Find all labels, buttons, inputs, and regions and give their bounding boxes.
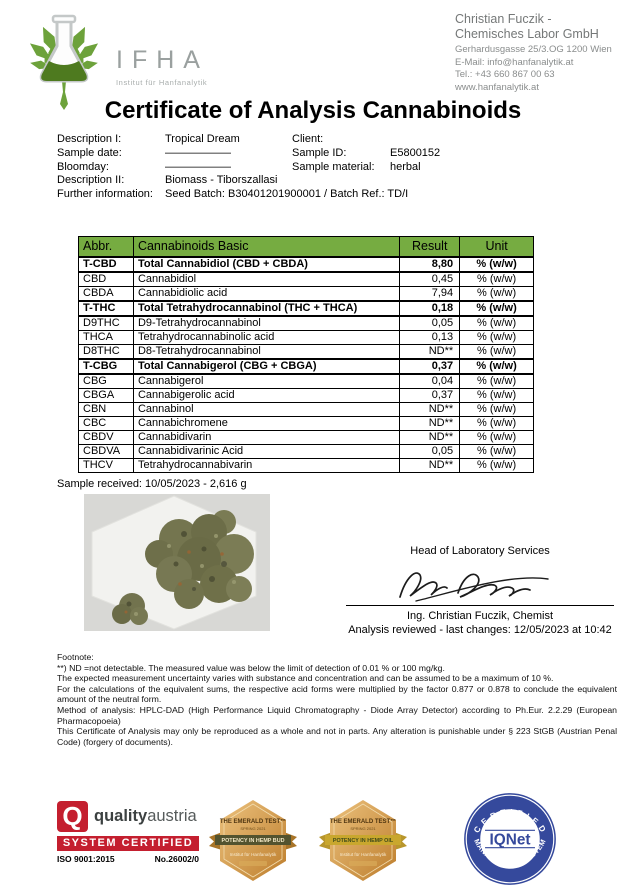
cell-abbr: CBDVA xyxy=(79,444,134,458)
contact-phone: Tel.: +43 660 867 00 63 xyxy=(455,69,555,80)
header-abbr: Abbr. xyxy=(79,237,134,257)
table-row xyxy=(79,444,534,458)
footnote-line: **) ND =not detectable. The measured value was below the limit of detection of 0.01 % or 100 mg/kg. xyxy=(57,662,445,673)
cell-abbr: CBDA xyxy=(79,286,134,301)
cell-name: Cannabidivarinic Acid xyxy=(133,444,399,458)
table-row xyxy=(79,388,534,402)
emerald-oil-title: THE EMERALD TEST™ xyxy=(329,819,397,825)
cell-unit: % (w/w) xyxy=(460,272,534,287)
table-row xyxy=(79,316,534,331)
cell-name: Cannabinol xyxy=(133,402,399,416)
cannabinoid-table-body xyxy=(79,257,534,473)
footnote-line: Footnote: xyxy=(57,652,94,662)
sample-date-value: —————— xyxy=(165,146,231,159)
cell-abbr: CBN xyxy=(79,402,134,416)
cell-result: 0,37 xyxy=(400,359,460,374)
cell-result: 8,80 xyxy=(400,257,460,272)
cell-name: Total Tetrahydrocannabinol (THC + THCA) xyxy=(133,301,399,316)
emerald-oil-banner: POTENCY IN HEMP OIL xyxy=(332,838,394,844)
signature-block xyxy=(340,545,620,637)
cell-result: ND** xyxy=(400,402,460,416)
table-row xyxy=(79,330,534,344)
cell-name: Cannabigerol xyxy=(133,374,399,389)
cell-name: Total Cannabidiol (CBD + CBDA) xyxy=(133,257,399,272)
cell-result: 7,94 xyxy=(400,286,460,301)
further-info-label: Further information: xyxy=(57,188,153,201)
qa-brand-bold: quality xyxy=(94,807,148,825)
header-result: Result xyxy=(400,237,460,257)
cell-abbr: THCV xyxy=(79,458,134,472)
cell-unit: % (w/w) xyxy=(460,301,534,316)
cell-abbr: T-CBD xyxy=(79,257,134,272)
footnote-line: Method of analysis: HPLC-DAD (High Performance Liquid Chromatography - Diode Array Detector) according to Ph.Eur. 2.2.29 (European Pharmacopoeia) xyxy=(57,704,617,726)
cell-name: Total Cannabigerol (CBG + CBGA) xyxy=(133,359,399,374)
cell-name: D9-Tetrahydrocannabinol xyxy=(133,316,399,331)
cell-result: 0,05 xyxy=(400,444,460,458)
emerald-bud-title: THE EMERALD TEST™ xyxy=(219,819,287,825)
lab-contact-block xyxy=(455,12,612,94)
cell-unit: % (w/w) xyxy=(460,416,534,430)
bloomday-label: Bloomday: xyxy=(57,160,109,173)
contact-company-line2: Chemisches Labor GmbH xyxy=(455,27,599,41)
cell-abbr: CBG xyxy=(79,374,134,389)
table-row xyxy=(79,301,534,316)
header-name: Cannabinoids Basic xyxy=(133,237,399,257)
emerald-bud-banner: POTENCY IN HEMP BUD xyxy=(221,838,285,844)
cell-name: Cannabidiolic acid xyxy=(133,286,399,301)
contact-company-line1: Christian Fuczik - xyxy=(455,12,552,26)
table-row xyxy=(79,272,534,287)
qa-cert-number: No.26002/0 xyxy=(154,854,199,864)
signatory-name: Ing. Christian Fuczik, Chemist xyxy=(406,610,554,622)
cell-abbr: T-THC xyxy=(79,301,134,316)
cell-abbr: CBGA xyxy=(79,388,134,402)
footnote-line: This Certificate of Analysis may only be reproduced as a whole and not in parts. Any alteration is punishable under § 223 StGB (Austrian Penal Code) (forgery of documents). xyxy=(57,726,617,747)
cell-result: ND** xyxy=(400,416,460,430)
sample-material-label: Sample material: xyxy=(292,160,375,173)
cell-result: 0,05 xyxy=(400,316,460,331)
cell-unit: % (w/w) xyxy=(460,388,534,402)
description2-label: Description II: xyxy=(57,174,125,187)
emerald-test-bud-badge xyxy=(203,797,303,885)
table-row xyxy=(79,402,534,416)
table-row xyxy=(79,458,534,472)
contact-email: E-Mail: info@hanfanalytik.at xyxy=(455,56,574,68)
footnote-line: For the calculations of the equivalent sums, the respective acid forms were multiplied by the factor 0.877 or 0.878 to conclude the equivalent amount of the neutral form. xyxy=(57,683,617,705)
table-row xyxy=(79,359,534,374)
qa-brand-light: austria xyxy=(147,807,197,825)
sample-received-line: Sample received: 10/05/2023 - 2,616 g xyxy=(57,478,247,490)
header-unit: Unit xyxy=(460,237,534,257)
iqnet-bottom-text: MANAGEMENT SYSTEM xyxy=(472,837,548,868)
cell-unit: % (w/w) xyxy=(460,257,534,272)
table-row xyxy=(79,430,534,444)
cell-unit: % (w/w) xyxy=(460,344,534,359)
cell-result: 0,45 xyxy=(400,272,460,287)
signature-heading: Head of Laboratory Services xyxy=(410,545,550,557)
contact-address: Gerhardusgasse 25/3.OG 1200 Wien xyxy=(455,44,612,55)
logo-subtitle: Institut für Hanfanalytik xyxy=(116,78,208,87)
flask-icon xyxy=(41,16,87,81)
sample-info xyxy=(57,133,602,202)
signature-icon xyxy=(390,559,570,605)
cell-name: Cannabidivarin xyxy=(133,430,399,444)
contact-website: www.hanfanalytik.at xyxy=(455,81,539,93)
cell-abbr: CBC xyxy=(79,416,134,430)
table-row xyxy=(79,286,534,301)
bloomday-value: —————— xyxy=(165,160,231,173)
cell-abbr: THCA xyxy=(79,330,134,344)
cell-unit: % (w/w) xyxy=(460,458,534,472)
further-info-value: Seed Batch: B30401201900001 / Batch Ref.: TD/I xyxy=(165,188,409,201)
footnote-line: The expected measurement uncertainty varies with substance and concentration and can be assumed to be a maximum of 10 %. xyxy=(57,673,554,684)
cell-unit: % (w/w) xyxy=(460,316,534,331)
cell-unit: % (w/w) xyxy=(460,359,534,374)
cell-result: 0,04 xyxy=(400,374,460,389)
logo-acronym: IFHA xyxy=(116,46,209,74)
table-row xyxy=(79,374,534,389)
cell-name: Cannabidiol xyxy=(133,272,399,287)
cell-unit: % (w/w) xyxy=(460,330,534,344)
quality-austria-q-icon: Q xyxy=(57,801,88,832)
sample-photo xyxy=(84,494,270,631)
cell-result: ND** xyxy=(400,458,460,472)
analysis-review-line: Analysis reviewed - last changes: 12/05/2023 at 10:42 xyxy=(348,624,612,636)
cell-name: Cannabichromene xyxy=(133,416,399,430)
cell-abbr: CBDV xyxy=(79,430,134,444)
cannabinoid-table xyxy=(78,236,534,473)
footnote xyxy=(57,652,617,747)
cell-result: 0,13 xyxy=(400,330,460,344)
emerald-test-oil-badge xyxy=(313,797,413,885)
cell-name: Tetrahydrocannabivarin xyxy=(133,458,399,472)
sample-id-label: Sample ID: xyxy=(292,146,347,159)
cell-unit: % (w/w) xyxy=(460,402,534,416)
qa-iso-number: ISO 9001:2015 xyxy=(57,854,115,864)
cell-result: ND** xyxy=(400,344,460,359)
description2-value: Biomass - Tiborszallasi xyxy=(165,174,278,187)
cell-result: 0,37 xyxy=(400,388,460,402)
cell-name: D8-Tetrahydrocannabinol xyxy=(133,344,399,359)
cell-name: Cannabigerolic acid xyxy=(133,388,399,402)
cell-abbr: D8THC xyxy=(79,344,134,359)
page-title: Certificate of Analysis Cannabinoids xyxy=(104,97,522,124)
cell-result: ND** xyxy=(400,430,460,444)
table-header-row xyxy=(79,237,534,257)
emerald-oil-season: SPRING 2021 xyxy=(350,826,376,831)
emerald-bud-org: Institut für Hanfanalytik xyxy=(229,852,277,857)
sample-id-value: E5800152 xyxy=(390,146,441,159)
cell-unit: % (w/w) xyxy=(460,286,534,301)
description1-value: Tropical Dream xyxy=(165,133,240,145)
table-row xyxy=(79,416,534,430)
cell-unit: % (w/w) xyxy=(460,444,534,458)
cell-name: Tetrahydrocannabinolic acid xyxy=(133,330,399,344)
iqnet-center-text: IQNet xyxy=(489,831,531,849)
cell-unit: % (w/w) xyxy=(460,374,534,389)
sample-material-value: herbal xyxy=(390,160,421,173)
iqnet-top-text: C E R T I F I E D xyxy=(472,807,548,835)
emerald-oil-org: Institut für Hanfanalytik xyxy=(339,852,387,857)
sample-date-label: Sample date: xyxy=(57,146,122,159)
cell-abbr: D9THC xyxy=(79,316,134,331)
description1-label: Description I: xyxy=(57,133,122,145)
table-row xyxy=(79,344,534,359)
emerald-bud-season: SPRING 2021 xyxy=(240,826,266,831)
iqnet-badge xyxy=(462,791,558,887)
cell-abbr: CBD xyxy=(79,272,134,287)
client-label: Client: xyxy=(292,133,324,145)
cell-abbr: T-CBG xyxy=(79,359,134,374)
table-row xyxy=(79,257,534,272)
quality-austria-badge xyxy=(57,801,199,864)
cell-unit: % (w/w) xyxy=(460,430,534,444)
qa-system-certified-banner: SYSTEM CERTIFIED xyxy=(57,836,199,851)
signature-line xyxy=(346,605,614,606)
cell-result: 0,18 xyxy=(400,301,460,316)
